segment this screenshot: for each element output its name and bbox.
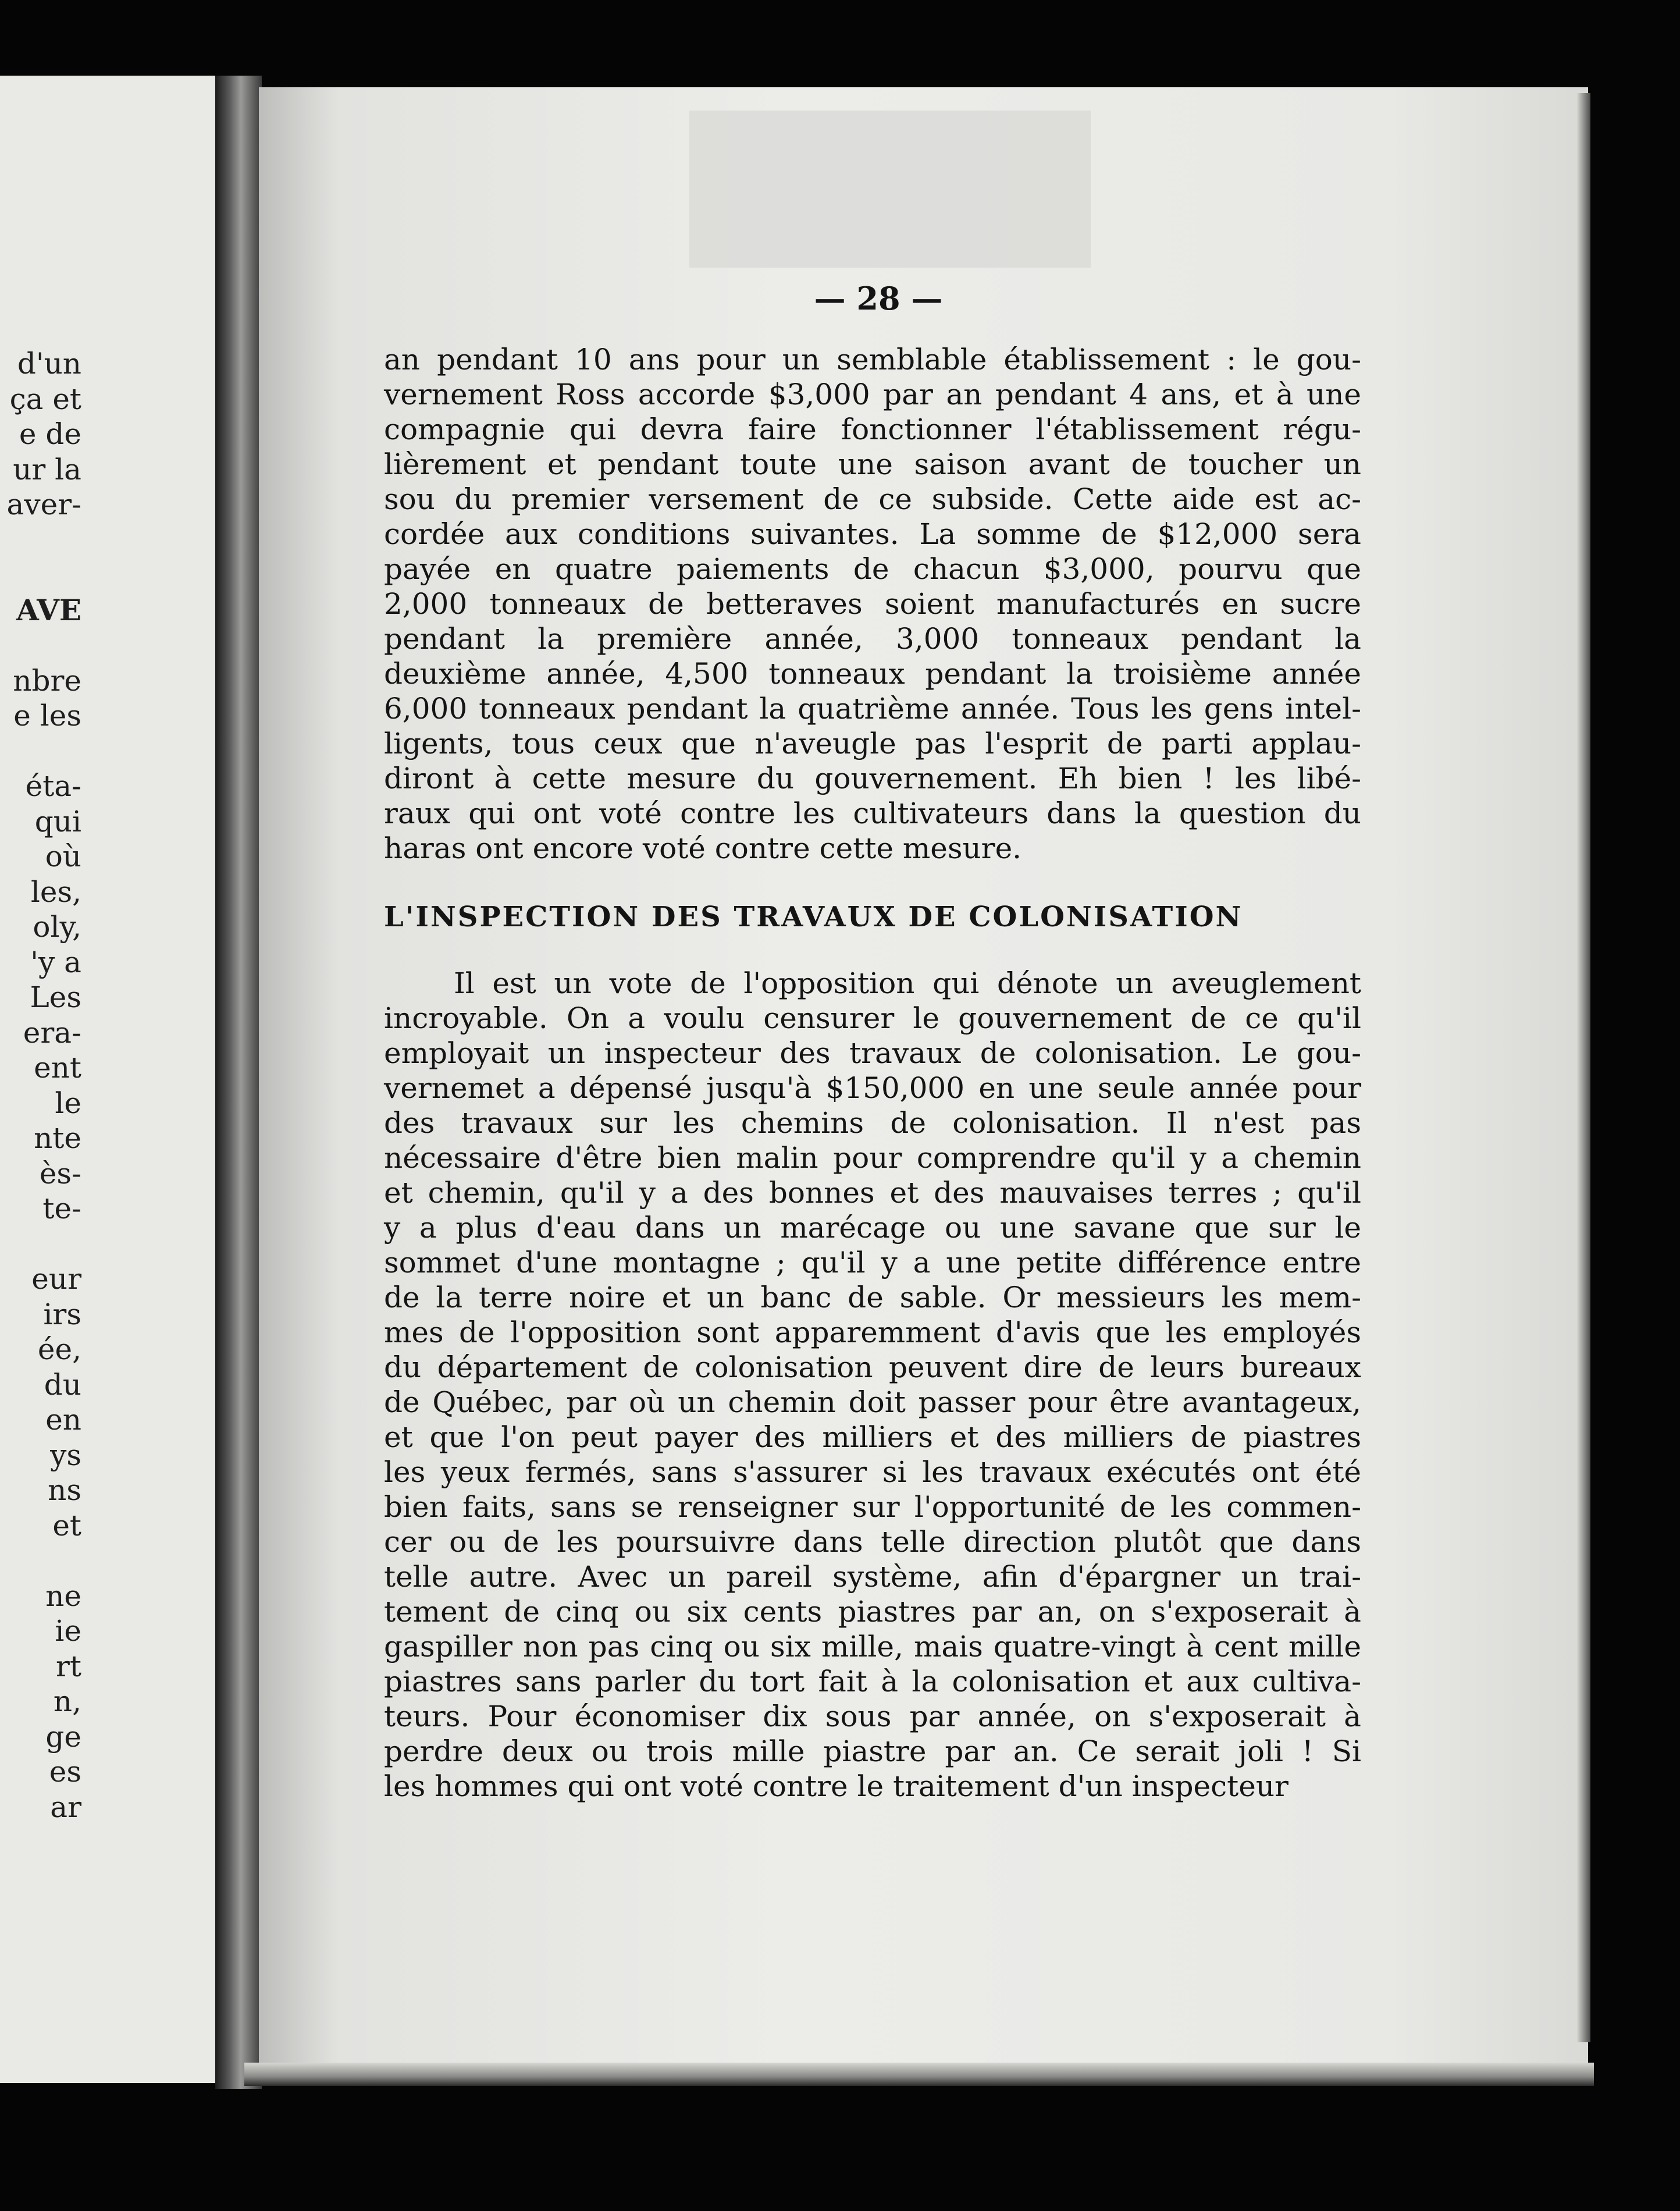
left-fragment-line: ie (55, 1614, 81, 1648)
paragraph-1 (384, 342, 1361, 866)
left-fragment-line: 'y a (30, 945, 81, 979)
left-fragment-line: oly, (33, 910, 81, 944)
page-right-edge (1576, 93, 1590, 2042)
text-line: incroyable. On a voulu censurer le gouvernement de ce qu'il (384, 1001, 1361, 1035)
left-fragment-line: ça et (9, 382, 81, 416)
text-line: an pendant 10 ans pour un semblable établissement : le gou- (384, 343, 1361, 376)
text-line: sommet d'une montagne ; qu'il y a une petite différence entre (384, 1246, 1361, 1279)
text-line: mes de l'opposition sont apparemment d'avis que les employés (384, 1316, 1361, 1349)
text-line: du département de colonisation peuvent dire de leurs bureaux (384, 1350, 1361, 1384)
left-fragment-line: du (44, 1367, 81, 1402)
left-fragment-line: ys (50, 1438, 81, 1472)
left-fragment-line: ns (48, 1473, 81, 1507)
left-fragment-line: e les (13, 699, 81, 733)
text-line: vernemet a dépensé jusqu'à $150,000 en une seule année pour (384, 1071, 1361, 1105)
text-line: les yeux fermés, sans s'assurer si les travaux exécutés ont été (384, 1455, 1361, 1489)
left-fragment-line: en (45, 1403, 81, 1437)
text-line: perdre deux ou trois mille piastre par an. Ce serait joli ! Si (384, 1734, 1361, 1768)
left-fragment-line (0, 1227, 81, 1262)
text-line: cer ou de les poursuivre dans telle direction plutôt que dans (384, 1525, 1361, 1559)
left-fragment-line: ent (34, 1051, 81, 1085)
left-fragment-line: ée, (37, 1332, 81, 1366)
text-line: tement de cinq ou six cents piastres par an, on s'exposerait à (384, 1595, 1361, 1629)
text-line: telle autre. Avec un pareil système, afin d'épargner un trai- (384, 1560, 1361, 1594)
left-fragment-line: es (49, 1755, 81, 1789)
left-fragment-line: rt (56, 1649, 81, 1683)
book-gutter (215, 76, 262, 2089)
left-fragment-line: te- (42, 1192, 81, 1225)
text-line: et chemin, qu'il y a des bonnes et des mauvaises terres ; qu'il (384, 1176, 1361, 1210)
left-fragment-line: Les (30, 980, 81, 1014)
text-line: 2,000 tonneaux de betteraves soient manufacturés en sucre (384, 587, 1361, 621)
text-line: Il est un vote de l'opposition qui dénote un aveuglement (454, 966, 1361, 1000)
left-fragment-line: eur (31, 1262, 81, 1296)
text-line: diront à cette mesure du gouvernement. Eh bien ! les libé- (384, 762, 1361, 795)
text-line: nécessaire d'être bien malin pour comprendre qu'il y a chemin (384, 1141, 1361, 1175)
left-fragment-line: le (55, 1086, 81, 1120)
text-line: des travaux sur les chemins de colonisation. Il n'est pas (384, 1106, 1361, 1140)
left-fragment-line: irs (43, 1297, 81, 1331)
left-fragment-line: nte (34, 1121, 81, 1155)
text-line: les hommes qui ont voté contre le traitement d'un inspecteur (384, 1769, 1289, 1803)
section-heading: L'INSPECTION DES TRAVAUX DE COLONISATION (384, 901, 1243, 933)
left-fragment-line: éta- (25, 769, 81, 803)
page-body (384, 342, 1361, 1804)
left-fragment-line: e de (19, 417, 81, 451)
left-fragment-line: et (52, 1508, 81, 1542)
paragraph-2 (384, 966, 1361, 1804)
left-fragment-line (0, 522, 81, 558)
text-line: haras ont encore voté contre cette mesure. (384, 831, 1022, 865)
text-line: cordée aux conditions suivantes. La somme de $12,000 sera (384, 517, 1361, 551)
text-line: y a plus d'eau dans un marécage ou une savane que sur le (384, 1211, 1361, 1245)
text-line: lièrement et pendant toute une saison avant de toucher un (384, 447, 1361, 481)
left-fragment-line: era- (23, 1015, 81, 1050)
left-fragment-line: n, (53, 1684, 81, 1718)
text-line: payée en quatre paiements de chacun $3,000, pourvu que (384, 552, 1361, 586)
page-bottom-edge (244, 2063, 1594, 2086)
text-line: gaspiller non pas cinq ou six mille, mais quatre-vingt à cent mille (384, 1630, 1361, 1663)
left-fragment-line (0, 1543, 81, 1579)
text-line: teurs. Pour économiser dix sous par année, on s'exposerait à (384, 1700, 1361, 1733)
left-fragment-line: d'un (17, 347, 81, 381)
left-fragment-line: ar (50, 1790, 81, 1824)
left-fragment-line (0, 557, 81, 593)
left-fragment-line: qui (34, 804, 81, 838)
text-line: et que l'on peut payer des milliers et des milliers de piastres (384, 1420, 1361, 1454)
page-number: — 28 — (814, 280, 943, 317)
text-line: 6,000 tonneaux pendant la quatrième année. Tous les gens intel- (384, 692, 1361, 726)
left-fragment-line (0, 734, 81, 769)
text-line: de la terre noire et un banc de sable. Or messieurs les mem- (384, 1281, 1361, 1314)
text-line: raux qui ont voté contre les cultivateurs dans la question du (384, 797, 1361, 830)
left-fragment-line: ur la (13, 452, 81, 486)
left-fragment-line: ès- (39, 1156, 81, 1190)
left-fragment-line: où (45, 840, 81, 873)
previous-page-text-fragments (0, 346, 81, 1825)
left-fragment-line: nbre (13, 663, 81, 698)
text-line: de Québec, par où un chemin doit passer pour être avantageux, (384, 1385, 1361, 1419)
text-line: pendant la première année, 3,000 tonneaux pendant la (384, 622, 1361, 656)
left-fragment-line: aver- (6, 488, 81, 521)
text-line: bien faits, sans se renseigner sur l'opportunité de les commen- (384, 1490, 1361, 1524)
left-fragment-line (0, 628, 81, 663)
left-fragment-line: ge (45, 1719, 81, 1754)
text-line: vernement Ross accorde $3,000 par an pendant 4 ans, et à une (384, 378, 1361, 411)
text-line: employait un inspecteur des travaux de colonisation. Le gou- (384, 1036, 1361, 1070)
left-fragment-line: les, (30, 875, 81, 909)
ink-bleed-area (689, 111, 1091, 268)
text-line: piastres sans parler du tort fait à la colonisation et aux cultiva- (384, 1665, 1361, 1698)
text-line: compagnie qui devra faire fonctionner l'établissement régu- (384, 413, 1361, 446)
text-line: sou du premier versement de ce subside. Cette aide est ac- (384, 482, 1361, 516)
left-fragment-line: AVE (16, 592, 81, 627)
left-fragment-line: ne (45, 1579, 81, 1613)
text-line: deuxième année, 4,500 tonneaux pendant la troisième année (384, 657, 1361, 691)
text-line: ligents, tous ceux que n'aveugle pas l'esprit de parti applau- (384, 727, 1361, 760)
